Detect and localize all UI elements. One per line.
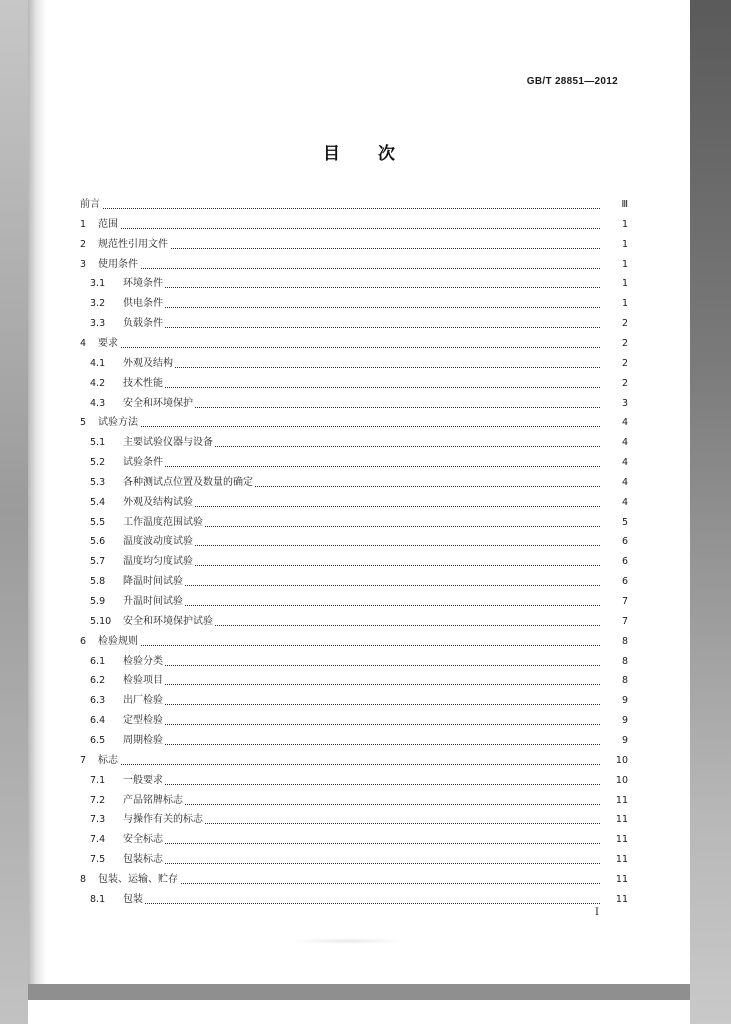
toc-entry[interactable]: [28, 853, 690, 867]
toc-leader-dots: [123, 277, 618, 288]
toc-entry[interactable]: [28, 575, 690, 589]
toc-entry[interactable]: [28, 674, 690, 688]
toc-entry-page: 8: [600, 655, 628, 669]
toc-entry[interactable]: [28, 655, 690, 669]
toc-entry-label: 安全和环境保护: [123, 398, 193, 409]
toc-entry-number: 7.4: [90, 834, 106, 845]
toc-entry[interactable]: [28, 873, 690, 887]
toc-entry-label: 前言: [80, 199, 100, 210]
toc-entry-number: 5.7: [90, 556, 106, 567]
toc-entry-label: 试验条件: [123, 457, 163, 468]
toc-entry-number: 4.3: [90, 398, 106, 409]
toc-entry-page: 1: [600, 277, 628, 291]
toc-entry-page: 6: [600, 535, 628, 549]
toc-entry-page: 9: [600, 694, 628, 708]
toc-entry-label: 安全标志: [123, 834, 163, 845]
toc-entry-page: Ⅲ: [600, 198, 628, 212]
toc-entry-page: 6: [600, 555, 628, 569]
toc-entry[interactable]: [28, 198, 690, 212]
toc-entry-page: 2: [600, 317, 628, 331]
toc-leader-dots: [98, 218, 618, 229]
toc-entry-number: 5: [80, 417, 87, 428]
toc-entry-page: 11: [600, 893, 628, 907]
toc-entry-page: 9: [600, 734, 628, 748]
toc-entry-label: 周期检验: [123, 735, 163, 746]
toc-entry-label: 负载条件: [123, 318, 163, 329]
toc-entry[interactable]: [28, 635, 690, 649]
toc-leader-dots: [123, 317, 618, 328]
toc-entry-number: 3.3: [90, 318, 106, 329]
toc-entry-number: 8.1: [90, 894, 106, 905]
toc-entry-page: 1: [600, 258, 628, 272]
toc-entry-page: 4: [600, 436, 628, 450]
toc-entry[interactable]: [28, 893, 690, 907]
toc-entry-number: 4.1: [90, 358, 106, 369]
toc-leader-dots: [98, 258, 618, 269]
toc-leader-dots: [98, 754, 618, 765]
toc-entry-number: 7.1: [90, 775, 106, 786]
scan-background-right: [690, 0, 731, 1024]
toc-entry[interactable]: [28, 615, 690, 629]
toc-entry[interactable]: [28, 317, 690, 331]
toc-leader-dots: [123, 496, 618, 507]
toc-entry-label: 温度波动度试验: [123, 536, 193, 547]
toc-entry-label: 使用条件: [98, 259, 138, 270]
toc-leader-dots: [98, 635, 618, 646]
toc-entry[interactable]: [28, 535, 690, 549]
page-title: 目次: [323, 144, 433, 164]
document-page: [28, 0, 690, 984]
toc-entry[interactable]: [28, 754, 690, 768]
toc-leader-dots: [123, 694, 618, 705]
toc-entry-page: 7: [600, 595, 628, 609]
toc-entry[interactable]: [28, 694, 690, 708]
toc-entry[interactable]: [28, 516, 690, 530]
toc-entry-number: 6.3: [90, 695, 106, 706]
toc-entry[interactable]: [28, 416, 690, 430]
toc-entry-label: 工作温度范围试验: [123, 517, 203, 528]
toc-entry[interactable]: [28, 813, 690, 827]
scan-background-left: [0, 0, 28, 1024]
toc-entry[interactable]: [28, 476, 690, 490]
toc-leader-dots: [123, 595, 618, 606]
toc-entry-page: 4: [600, 416, 628, 430]
toc-entry-number: 4.2: [90, 378, 106, 389]
toc-leader-dots: [123, 853, 618, 864]
toc-entry[interactable]: [28, 734, 690, 748]
toc-entry-label: 与操作有关的标志: [123, 814, 203, 825]
toc-entry-label: 要求: [98, 338, 118, 349]
toc-entry-label: 技术性能: [123, 378, 163, 389]
toc-entry-number: 5.6: [90, 536, 106, 547]
toc-entry-label: 主要试验仪器与设备: [123, 437, 213, 448]
toc-entry-page: 7: [600, 615, 628, 629]
toc-leader-dots: [98, 337, 618, 348]
toc-entry[interactable]: [28, 714, 690, 728]
toc-entry-label: 标志: [98, 755, 118, 766]
toc-entry[interactable]: [28, 377, 690, 391]
toc-entry-label: 一般要求: [123, 775, 163, 786]
toc-entry-label: 供电条件: [123, 298, 163, 309]
toc-entry-label: 定型检验: [123, 715, 163, 726]
toc-entry-label: 产品铭牌标志: [123, 795, 183, 806]
toc-entry-number: 2: [80, 239, 87, 250]
toc-entry-number: 5.3: [90, 477, 106, 488]
toc-entry-label: 温度均匀度试验: [123, 556, 193, 567]
toc-entry-page: 11: [600, 794, 628, 808]
toc-entry[interactable]: [28, 297, 690, 311]
toc-entry-number: 3.1: [90, 278, 106, 289]
toc-leader-dots: [123, 535, 618, 546]
toc-entry-page: 8: [600, 635, 628, 649]
toc-entry-number: 5.8: [90, 576, 106, 587]
toc-leader-dots: [98, 416, 618, 427]
toc-entry-page: 9: [600, 714, 628, 728]
toc-entry-label: 升温时间试验: [123, 596, 183, 607]
toc-entry-number: 7.3: [90, 814, 106, 825]
toc-entry-label: 包装标志: [123, 854, 163, 865]
toc-leader-dots: [123, 575, 618, 586]
toc-entry-label: 包装: [123, 894, 143, 905]
toc-entry-number: 5.2: [90, 457, 106, 468]
toc-entry-label: 出厂检验: [123, 695, 163, 706]
toc-entry[interactable]: [28, 774, 690, 788]
toc-entry-number: 5.10: [90, 616, 112, 627]
toc-entry-label: 安全和环境保护试验: [123, 616, 213, 627]
toc-entry[interactable]: [28, 337, 690, 351]
toc-entry-label: 外观及结构: [123, 358, 173, 369]
toc-leader-dots: [123, 377, 618, 388]
toc-entry-number: 3: [80, 259, 87, 270]
toc-entry-number: 5.5: [90, 517, 106, 528]
toc-entry-number: 7.5: [90, 854, 106, 865]
toc-entry[interactable]: [28, 794, 690, 808]
toc-entry-number: 1: [80, 219, 87, 230]
scan-smudge: [288, 938, 408, 944]
toc-entry-number: 7: [80, 755, 87, 766]
toc-leader-dots: [123, 456, 618, 467]
toc-entry-label: 检验项目: [123, 675, 163, 686]
toc-leader-dots: [123, 734, 618, 745]
toc-entry-label: 检验规则: [98, 636, 138, 647]
toc-entry-page: 1: [600, 238, 628, 252]
toc-entry-page: 8: [600, 674, 628, 688]
toc-entry[interactable]: [28, 238, 690, 252]
toc-entry-number: 6.2: [90, 675, 106, 686]
standard-code: GB/T 28851—2012: [526, 76, 618, 87]
toc-leader-dots: [123, 893, 618, 904]
toc-entry-page: 11: [600, 813, 628, 827]
toc-leader-dots: [123, 357, 618, 368]
toc-leader-dots: [123, 555, 618, 566]
toc-entry[interactable]: [28, 436, 690, 450]
toc-entry-number: 5.4: [90, 497, 106, 508]
toc-entry-number: 6: [80, 636, 87, 647]
toc-entry-page: 4: [600, 496, 628, 510]
toc-entry[interactable]: [28, 555, 690, 569]
toc-entry-page: 6: [600, 575, 628, 589]
toc-leader-dots: [80, 198, 618, 209]
toc-entry[interactable]: [28, 595, 690, 609]
toc-entry-label: 环境条件: [123, 278, 163, 289]
toc-entry-number: 5.9: [90, 596, 106, 607]
toc-entry-number: 3.2: [90, 298, 106, 309]
toc-leader-dots: [123, 397, 618, 408]
toc-entry-label: 包装、运输、贮存: [98, 874, 178, 885]
toc-entry-page: 11: [600, 833, 628, 847]
toc-entry-number: 7.2: [90, 795, 106, 806]
toc-entry[interactable]: [28, 496, 690, 510]
toc-entry[interactable]: [28, 456, 690, 470]
toc-entry-page: 11: [600, 873, 628, 887]
toc-leader-dots: [98, 238, 618, 249]
toc-entry-label: 试验方法: [98, 417, 138, 428]
page-number: I: [595, 907, 599, 918]
toc-entry-page: 5: [600, 516, 628, 530]
toc-entry-page: 10: [600, 754, 628, 768]
toc-entry-page: 1: [600, 297, 628, 311]
toc-list: [28, 0, 690, 984]
toc-leader-dots: [123, 714, 618, 725]
toc-entry-label: 规范性引用文件: [98, 239, 168, 250]
toc-entry[interactable]: [28, 218, 690, 232]
toc-entry-label: 检验分类: [123, 656, 163, 667]
toc-entry-number: 6.1: [90, 656, 106, 667]
toc-entry-page: 11: [600, 853, 628, 867]
toc-entry[interactable]: [28, 277, 690, 291]
toc-entry-page: 10: [600, 774, 628, 788]
toc-entry-label: 外观及结构试验: [123, 497, 193, 508]
toc-entry-label: 降温时间试验: [123, 576, 183, 587]
toc-entry-number: 8: [80, 874, 87, 885]
toc-entry-page: 1: [600, 218, 628, 232]
toc-leader-dots: [123, 833, 618, 844]
toc-entry-page: 2: [600, 357, 628, 371]
toc-entry-label: 范围: [98, 219, 118, 230]
toc-entry[interactable]: [28, 258, 690, 272]
toc-entry-page: 2: [600, 377, 628, 391]
toc-entry-number: 6.5: [90, 735, 106, 746]
toc-entry[interactable]: [28, 357, 690, 371]
next-page-edge: [28, 1000, 690, 1024]
toc-entry[interactable]: [28, 833, 690, 847]
toc-entry-page: 4: [600, 456, 628, 470]
toc-leader-dots: [123, 774, 618, 785]
toc-entry-number: 4: [80, 338, 87, 349]
toc-entry-page: 4: [600, 476, 628, 490]
toc-leader-dots: [123, 674, 618, 685]
toc-entry-page: 2: [600, 337, 628, 351]
toc-leader-dots: [123, 794, 618, 805]
toc-entry-page: 3: [600, 397, 628, 411]
toc-leader-dots: [123, 655, 618, 666]
toc-entry-label: 各种测试点位置及数量的确定: [123, 477, 253, 488]
toc-entry-number: 5.1: [90, 437, 106, 448]
toc-entry-number: 6.4: [90, 715, 106, 726]
toc-leader-dots: [123, 297, 618, 308]
toc-entry[interactable]: [28, 397, 690, 411]
